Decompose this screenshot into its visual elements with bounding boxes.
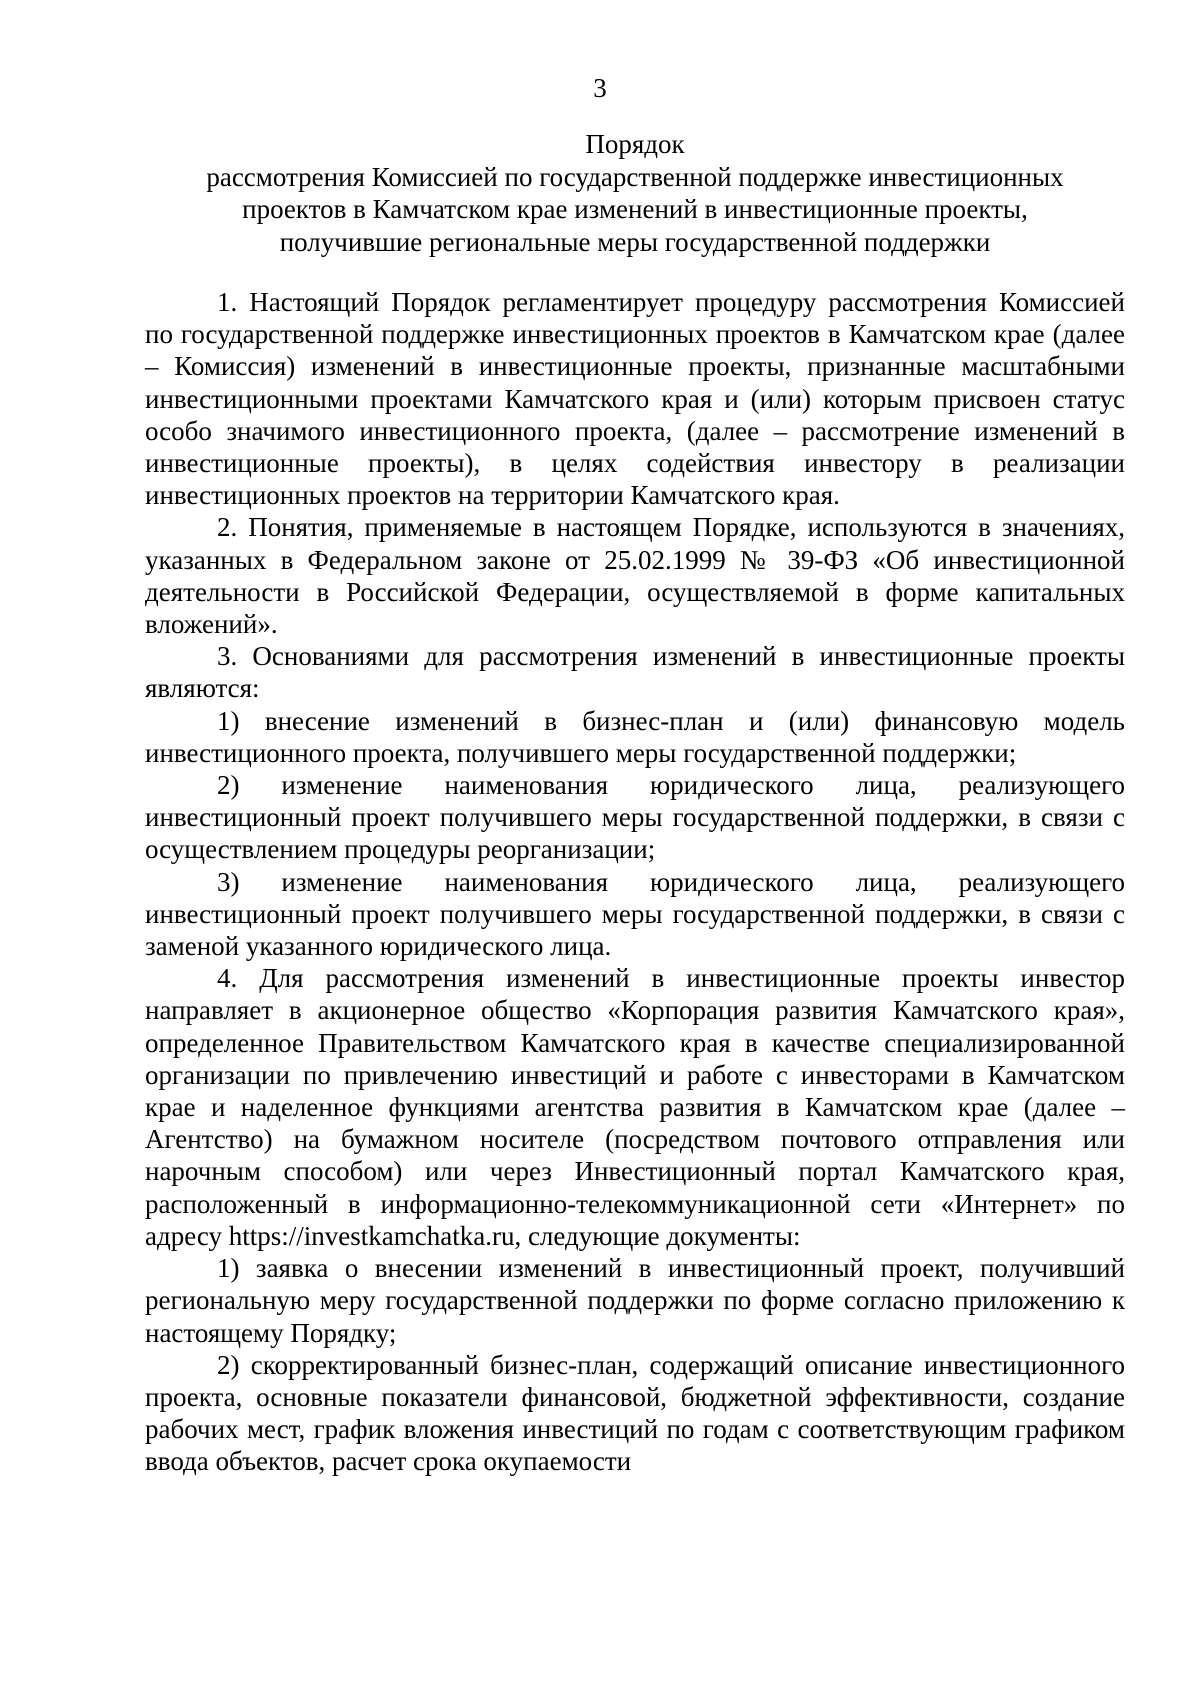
title-line-1: Порядок (585, 129, 685, 159)
title-line-4: получившие региональные меры государственной поддержки (279, 226, 991, 257)
paragraph-4-item-1: 1) заявка о внесении изменений в инвестиционный проект, получивший региональную меру государственной поддержки по форме согласно приложению к настоящему Порядку; (145, 1253, 1125, 1348)
paragraph-3: 3. Основаниями для рассмотрения изменений в инвестиционные проекты являются: (145, 641, 1125, 704)
paragraph-3-item-3: 3) изменение наименования юридического лица, реализующего инвестиционный проект получившего меры государственной поддержки, в связи с заменой указанного юридического лица. (145, 866, 1125, 962)
paragraph-2: 2. Понятия, применяемые в настоящем Порядке, используются в значениях, указанных в Федеральном законе от 25.02.1999 № 39-ФЗ «Об инвестиционной деятельности в Российской Федерации, осуществляемой в форме капитальных вложений». (145, 512, 1125, 640)
paragraph-3-item-1: 1) внесение изменений в бизнес-план и (или) финансовую модель инвестиционного проекта, получившего меры государственной поддержки; (145, 705, 1125, 768)
page-number: 3 (593, 73, 607, 103)
paragraph-1: 1. Настоящий Порядок регламентирует процедуру рассмотрения Комиссией по государственной поддержке инвестиционных проектов в Камчатском крае (далее – Комиссия) изменений в инвестиционные проекты, признанные масштабными инвестиционными проектами Камчатского края и (или) которым присвоен статус особо значимого инвестиционного проекта, (далее – рассмотрение изменений в инвестиционные проекты), в целях содействия инвестору в реализации инвестиционных проектов на территории Камчатского края. (145, 287, 1125, 511)
document-body (145, 286, 1125, 1478)
paragraph-4-item-2: 2) скорректированный бизнес-план, содержащий описание инвестиционного проекта, основные показатели финансовой, бюджетной эффективности, создание рабочих мест, график вложения инвестиций по годам с соответствующим графиком ввода объектов, расчет срока окупаемости (145, 1349, 1125, 1477)
title-line-3: проектов в Камчатском крае изменений в инвестиционные проекты, (242, 194, 1028, 224)
paragraph-4: 4. Для рассмотрения изменений в инвестиционные проекты инвестор направляет в акционерное общество «Корпорация развития Камчатского края», определенное Правительством Камчатского края в качестве специализированной организации по привлечению инвестиций и работе с инвесторами в Камчатском крае и наделенное функциями агентства развития в Камчатском крае (далее – Агентство) на бумажном носителе (посредством почтового отправления или нарочным способом) или через Инвестиционный портал Камчатского края, расположенный в информационно-телекоммуникационной сети «Интернет» по адресу https://investkamchatka.ru, следующие документы: (145, 963, 1125, 1251)
title-line-2: рассмотрения Комиссией по государственной поддержке инвестиционных (206, 161, 1064, 192)
paragraph-3-item-2: 2) изменение наименования юридического лица, реализующего инвестиционный проект получившего меры государственной поддержки, в связи с осуществлением процедуры реорганизации; (145, 770, 1125, 865)
document-title (145, 128, 1125, 258)
